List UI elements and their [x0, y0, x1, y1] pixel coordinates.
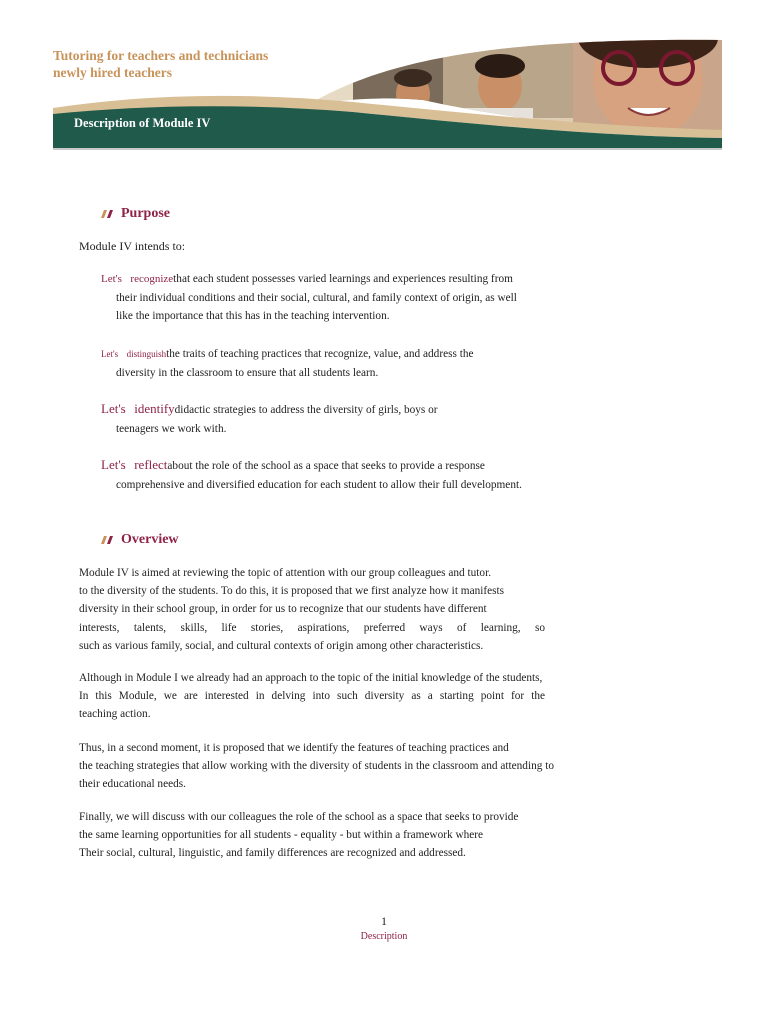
purpose-intro: Module IV intends to:	[79, 239, 186, 253]
paragraph-line: their educational needs.	[79, 778, 186, 791]
paragraph-line: teaching action.	[79, 708, 151, 721]
item-text: about the role of the school as a space that seeks to provide a response	[167, 460, 485, 472]
item-text-line2: diversity in the classroom to ensure that all students learn.	[116, 366, 379, 379]
overview-title: Overview	[121, 532, 179, 547]
paragraph-line: Although in Module I we already had an approach to the topic of the initial knowledge of the students,	[79, 672, 543, 684]
item-text: the traits of teaching practices that recognize, value, and address the	[166, 348, 474, 360]
paragraph-line: Module IV is aimed at reviewing the topic of attention with our group colleagues and tutor.	[79, 567, 492, 579]
banner-title-line1: Tutoring for teachers and technicians	[53, 48, 269, 63]
paragraph-line: Finally, we will discuss with our colleagues the role of the school as a space that seeks to provide	[79, 811, 519, 823]
paragraph-line: the same learning opportunities for all students - equality - but within a framework where	[79, 829, 484, 842]
purpose-heading	[101, 206, 170, 222]
purpose-item-recognize	[101, 270, 551, 326]
paragraph-line: In this Module, we are interested in delving into such diversity as a starting point for the	[79, 690, 545, 703]
verb: reflect	[134, 457, 168, 472]
overview-paragraph	[79, 808, 579, 863]
verb-prefix: Let's	[101, 349, 119, 359]
item-text-line2: comprehensive and diversified education for each student to allow their full development.	[116, 478, 522, 491]
overview-paragraph	[79, 669, 579, 724]
double-slash-icon	[101, 209, 114, 219]
paragraph-line: diversity in their school group, in order for us to recognize that our students have different	[79, 603, 487, 616]
paragraph-line: the teaching strategies that allow working with the diversity of students in the classroom and attending to	[79, 760, 554, 773]
banner-title-line2: newly hired teachers	[53, 65, 172, 80]
banner-title	[53, 47, 268, 81]
item-text-line2: their individual conditions and their social, cultural, and family context of origin, as well	[116, 291, 517, 304]
module-subtitle: Description of Module IV	[74, 116, 211, 130]
purpose-item-reflect	[101, 456, 551, 494]
purpose-title: Purpose	[121, 206, 170, 221]
header-banner	[53, 38, 722, 152]
paragraph-line: Thus, in a second moment, it is proposed that we identify the features of teaching practices and	[79, 742, 509, 754]
paragraph-line: to the diversity of the students. To do this, it is proposed that we first analyze how it manifests	[79, 585, 505, 598]
paragraph-line: such as various family, social, and cultural contexts of origin among other characteristics.	[79, 639, 484, 652]
verb-prefix: Let's	[101, 273, 122, 285]
purpose-item-distinguish	[101, 345, 551, 382]
verb: identify	[134, 401, 175, 416]
paragraph-line: Their social, cultural, linguistic, and family differences are recognized and addressed.	[79, 847, 466, 860]
overview-heading	[101, 532, 179, 548]
page-number: 1	[381, 914, 387, 928]
item-text-line2: teenagers we work with.	[116, 422, 227, 435]
overview-paragraph	[79, 739, 579, 794]
verb: distinguish	[126, 349, 167, 359]
verb: recognize	[130, 273, 174, 285]
footer-label: Description	[360, 931, 408, 942]
paragraph-line: interests, talents, skills, life stories, aspirations, preferred ways of learning, so	[79, 621, 545, 634]
purpose-item-identify	[101, 400, 551, 438]
verb-prefix: Let's	[101, 401, 126, 416]
item-text-line3: like the importance that this has in the teaching intervention.	[116, 310, 390, 322]
verb-prefix: Let's	[101, 457, 126, 472]
overview-paragraph	[79, 564, 579, 655]
item-text: that each student possesses varied learnings and experiences resulting from	[173, 273, 513, 285]
item-text: didactic strategies to address the diversity of girls, boys or	[174, 404, 438, 416]
double-slash-icon	[101, 535, 114, 545]
